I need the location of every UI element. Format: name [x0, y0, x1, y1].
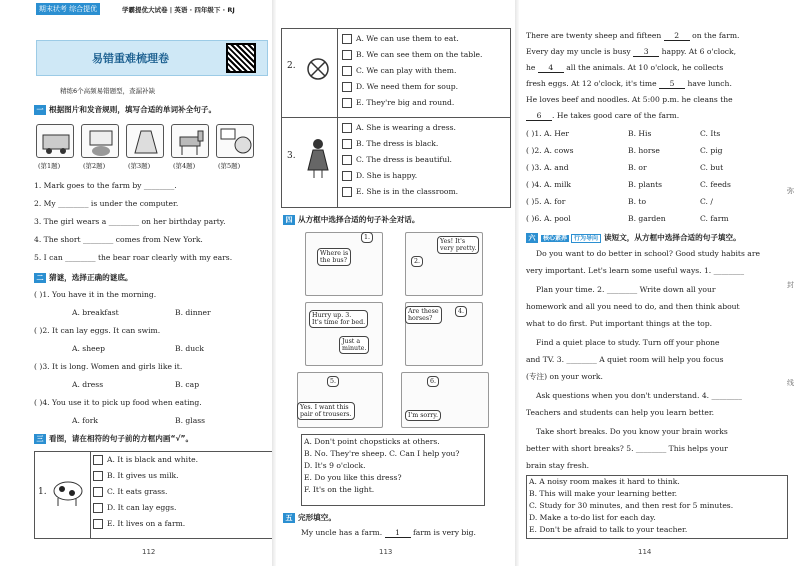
q1-option[interactable]: C. It eats grass.	[91, 486, 274, 498]
passage-option: B. This will make your learning better.	[529, 489, 678, 498]
q3-option[interactable]: E. She is in the classroom.	[340, 186, 458, 198]
cow-picture-icon	[48, 474, 88, 512]
passage-line: Do you want to do better in school? Good study habits are	[536, 249, 760, 258]
subtitle: 精练6个高频易错题型，查漏补缺	[60, 87, 156, 95]
choice-option: B. His	[628, 129, 652, 138]
choice-option: B. or	[628, 163, 647, 172]
q1-option[interactable]: E. It lives on a farm.	[91, 518, 274, 530]
q2-option[interactable]: E. They're big and round.	[340, 97, 482, 109]
page-number: 114	[638, 548, 652, 556]
speech-bubble: Hurry up. 3. It's time for bed.	[309, 310, 368, 328]
passage-line: very important. Let's learn some useful ways. 1. ________	[526, 266, 745, 275]
dialog-option: A. Don't point chopsticks at others.	[304, 437, 440, 446]
cloze-blank[interactable]: 2	[664, 32, 690, 41]
q1-options	[90, 451, 274, 539]
cloze-line: There are twenty sheep and fifteen 2 on the farm.	[526, 31, 740, 40]
choice-option: B. garden	[628, 214, 666, 223]
page-number: 113	[379, 548, 393, 556]
checkbox[interactable]	[342, 34, 352, 44]
riddle-option: B. dinner	[175, 308, 211, 317]
page-114	[520, 0, 800, 566]
cloze-blank[interactable]: 6	[526, 112, 552, 121]
exam-tag: 期末状考 综合提优	[36, 3, 100, 15]
speech-bubble: 1.	[361, 232, 373, 243]
section-5-heading: 五 完形填空。	[283, 512, 336, 523]
binding-mark: 封	[787, 281, 794, 289]
divider	[281, 117, 511, 118]
riddle-question: ( )4. You use it to pick up food when eating.	[34, 398, 202, 407]
speech-bubble: 6.	[427, 376, 439, 387]
fill-sentence: 5. I can ________ the bear roar clearly with my ears.	[34, 253, 233, 262]
speech-bubble: 2.	[411, 256, 423, 267]
q2-option[interactable]: D. We need them for soup.	[340, 81, 482, 93]
pic-caption: (第5题)	[218, 162, 241, 170]
q1-label: 1.	[38, 487, 47, 497]
checkbox[interactable]	[342, 50, 352, 60]
q1-option[interactable]: A. It is black and white.	[91, 454, 274, 466]
q3-label: 3.	[287, 151, 296, 161]
checkbox[interactable]	[342, 98, 352, 108]
choice-question: ( )6. A. pool	[526, 214, 571, 223]
binding-mark: 线	[787, 379, 794, 387]
checkbox[interactable]	[93, 487, 103, 497]
riddle-option: A. sheep	[72, 344, 105, 353]
q2-label: 2.	[287, 61, 296, 71]
checkbox[interactable]	[93, 471, 103, 481]
q2-option[interactable]: B. We can see them on the table.	[340, 49, 482, 61]
passage-line: Teachers and students can help you learn better.	[526, 408, 715, 417]
cloze-line: He loves beef and noodles. At 5:00 p.m. he cleans the	[526, 95, 733, 104]
cloze-blank[interactable]: 4	[538, 64, 564, 73]
speech-bubble: Just a minute.	[339, 336, 369, 354]
section-4-heading: 四 从方框中选择合适的句子补全对话。	[283, 214, 420, 225]
riddle-option: B. cap	[175, 380, 200, 389]
choice-question: ( )2. A. cows	[526, 146, 574, 155]
pic-caption: (第3题)	[128, 162, 151, 170]
page-number: 112	[142, 548, 156, 556]
page-fold	[272, 0, 276, 566]
cloze-line: Every day my uncle is busy 3 happy. At 6 o'clock,	[526, 47, 737, 56]
pic-caption: (第4题)	[173, 162, 196, 170]
series-title: 学霸提优大试卷 | 英语 · 四年级下 · RJ	[122, 6, 235, 14]
passage-line: Take short breaks. Do you know your brain works	[536, 427, 728, 436]
speech-bubble: I'm sorry.	[405, 410, 441, 421]
passage-option: C. Study for 30 minutes, and then rest for 5 minutes.	[529, 501, 734, 510]
section-3-heading: 三 看图，请在相符的句子前的方框内画“√”。	[34, 433, 193, 444]
riddle-option: B. glass	[175, 416, 206, 425]
fill-sentence: 2. My ________ is under the computer.	[34, 199, 179, 208]
choice-question: ( )5. A. for	[526, 197, 566, 206]
checkbox[interactable]	[93, 519, 103, 529]
q2-option[interactable]: C. We can play with them.	[340, 65, 482, 77]
riddle-option: A. breakfast	[72, 308, 119, 317]
passage-option: E. Don't be afraid to talk to your teacher.	[529, 525, 688, 534]
page-112	[0, 0, 272, 566]
cloze-line: fresh eggs. At 12 o'clock, it's time 5 have lunch.	[526, 79, 732, 88]
cloze-line: 6 . He takes good care of the farm.	[526, 112, 679, 121]
page-fold	[515, 0, 519, 566]
section-1-heading: 一 根据图片和发音规则，填写合适的单词补全句子。	[34, 104, 216, 115]
cat-picture-icon	[81, 124, 119, 158]
choice-question: ( )1. A. Her	[526, 129, 570, 138]
riddle-question: ( )1. You have it in the morning.	[34, 290, 157, 299]
riddle-question: ( )2. It can lay eggs. It can swim.	[34, 326, 161, 335]
checkbox[interactable]	[342, 171, 352, 181]
q2-options	[340, 31, 482, 109]
hear-picture-icon	[216, 124, 254, 158]
horse-picture-icon	[171, 124, 209, 158]
binding-mark: 弥	[787, 187, 794, 195]
checkbox[interactable]	[342, 66, 352, 76]
speech-bubble: 5.	[327, 376, 339, 387]
girl-dress-icon	[303, 136, 333, 184]
checkbox[interactable]	[342, 155, 352, 165]
q3-option[interactable]: C. The dress is beautiful.	[340, 154, 458, 166]
choice-option: C. /	[700, 197, 713, 206]
dialog-option: B. No. They're sheep. C. Can I help you?	[304, 449, 460, 458]
choice-option: B. horse	[628, 146, 660, 155]
cloze-blank[interactable]: 3	[633, 48, 659, 57]
cloze-blank[interactable]: 1	[385, 529, 411, 538]
q2-option[interactable]: A. We can use them to eat.	[340, 33, 482, 45]
passage-option: A. A noisy room makes it hard to think.	[529, 477, 680, 486]
passage-line: Find a quiet place to study. Turn off your phone	[536, 338, 720, 347]
passage-line: and TV. 3. ________ A quiet room will help you focus	[526, 355, 724, 364]
dialog-option: E. Do you like this dress?	[304, 473, 402, 482]
choice-option: C. pig	[700, 146, 723, 155]
riddle-question: ( )3. It is long. Women and girls like it.	[34, 362, 183, 371]
pic-caption: (第2题)	[83, 162, 106, 170]
cloze-line: My uncle has a farm. 1 farm is very big.	[301, 528, 476, 537]
choice-option: B. to	[628, 197, 647, 206]
choice-option: C. but	[700, 163, 724, 172]
speech-bubble: Yes! It's very pretty.	[437, 236, 479, 254]
qr-code-icon	[226, 43, 256, 73]
passage-line: homework and all you need to do, and then think about	[526, 302, 740, 311]
checkbox[interactable]	[93, 503, 103, 513]
fill-sentence: 1. Mark goes to the farm by ________.	[34, 181, 177, 190]
page-title: 易错重难梳理卷	[92, 52, 169, 65]
section-2-heading: 二 猜谜，选择正确的谜底。	[34, 272, 133, 283]
choice-option: C. Its	[700, 129, 721, 138]
passage-line: better with short breaks? 5. ________ This helps your	[526, 444, 728, 453]
checkbox[interactable]	[342, 123, 352, 133]
choice-option: C. farm	[700, 214, 729, 223]
speech-bubble: 4.	[455, 306, 467, 317]
q3-options	[340, 120, 458, 198]
skirt-picture-icon	[126, 124, 164, 158]
choice-option: C. feeds	[700, 180, 731, 189]
passage-option: D. Make a to-do list for each day.	[529, 513, 656, 522]
q3-option[interactable]: A. She is wearing a dress.	[340, 122, 458, 134]
checkbox[interactable]	[342, 187, 352, 197]
bus-picture-icon	[36, 124, 74, 158]
choice-question: ( )3. A. and	[526, 163, 569, 172]
checkbox[interactable]	[342, 82, 352, 92]
checkbox[interactable]	[342, 139, 352, 149]
cloze-line: he 4 all the animals. At 10 o'clock, he collects	[526, 63, 724, 72]
passage-line: brain stay fresh.	[526, 461, 590, 470]
riddle-option: B. duck	[175, 344, 205, 353]
choice-option: B. plants	[628, 180, 663, 189]
plate-fork-icon	[303, 56, 333, 86]
dialog-option: F. It's on the light.	[304, 485, 375, 494]
passage-line: what to do first. Put important things at the top.	[526, 319, 713, 328]
section-6-heading: 六 核心素养 行为导向 读短文，从方框中选择合适的句子填空。	[526, 232, 741, 243]
divider	[337, 28, 338, 208]
passage-line: Ask questions when you don't understand. 4. ________	[536, 391, 742, 400]
choice-question: ( )4. A. milk	[526, 180, 571, 189]
fill-sentence: 3. The girl wears a ________ on her birthday party.	[34, 217, 226, 226]
cloze-blank[interactable]: 5	[659, 80, 685, 89]
options-box	[526, 475, 788, 539]
passage-line: Plan your time. 2. ________ Write down all your	[536, 285, 716, 294]
q3-option[interactable]: B. The dress is black.	[340, 138, 458, 150]
dialog-options-box	[301, 434, 485, 506]
q1-option[interactable]: B. It gives us milk.	[91, 470, 274, 482]
pic-caption: (第1题)	[38, 162, 61, 170]
page-113	[277, 0, 515, 566]
q1-option[interactable]: D. It can lay eggs.	[91, 502, 274, 514]
speech-bubble: Yes. I want this pair of trousers.	[297, 402, 355, 420]
dialog-option: D. It's 9 o'clock.	[304, 461, 366, 470]
q3-option[interactable]: D. She is happy.	[340, 170, 458, 182]
speech-bubble: Where is the bus?	[317, 248, 351, 266]
passage-line: (专注) on your work.	[526, 372, 603, 381]
fill-sentence: 4. The short ________ comes from New York.	[34, 235, 203, 244]
checkbox[interactable]	[93, 455, 103, 465]
riddle-option: A. dress	[72, 380, 104, 389]
speech-bubble: Are these horses?	[405, 306, 442, 324]
riddle-option: A. fork	[72, 416, 98, 425]
